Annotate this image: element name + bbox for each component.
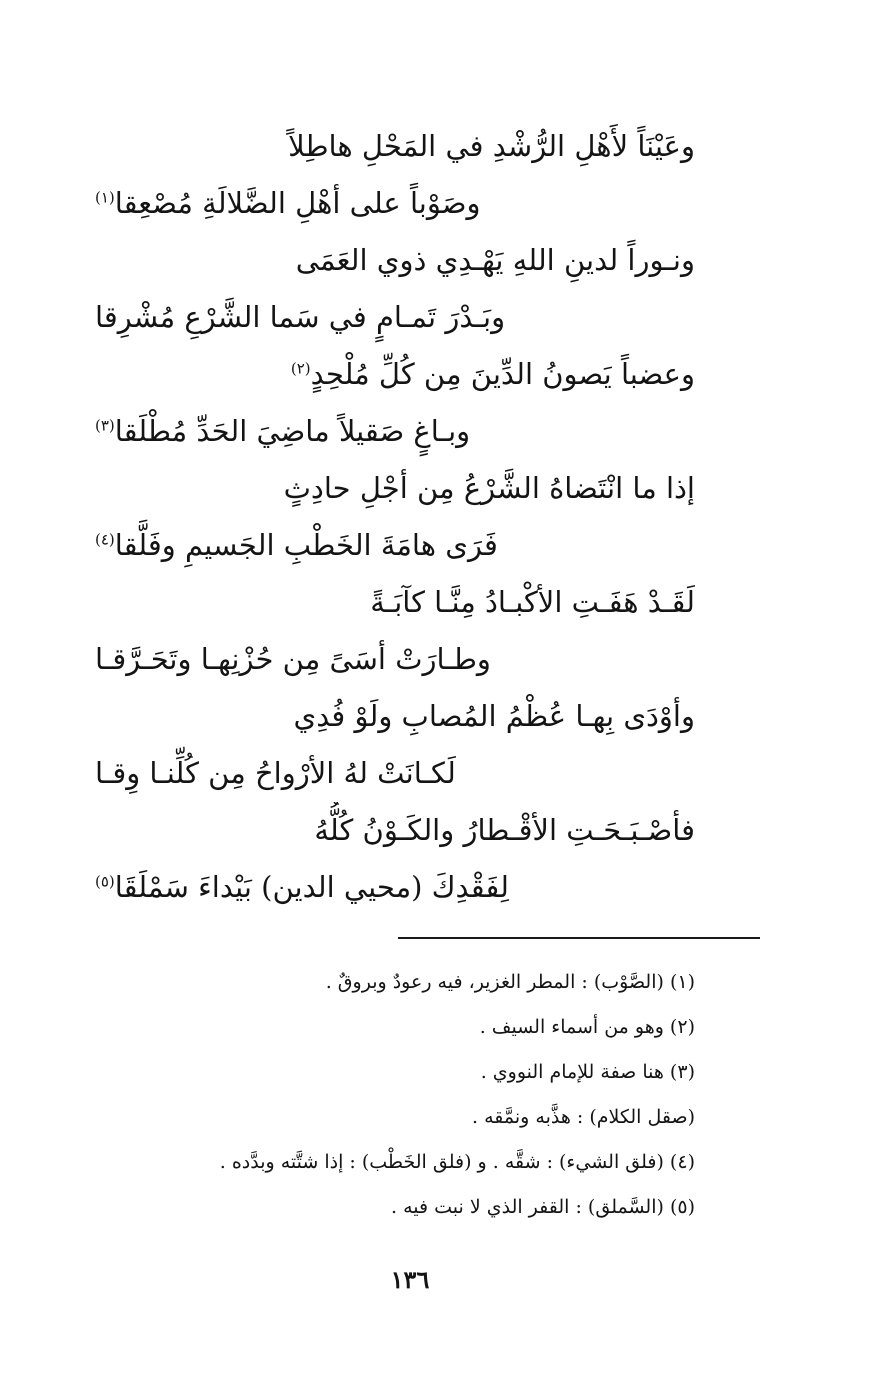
verse-line: إذا ما انْتَضاهُ الشَّرْعُ مِن أجْلِ حادِثٍ — [283, 471, 695, 505]
verse-line: لَقَـدْ هَفَـتِ الأكْبـادُ مِنَّـا كآبَـةً — [370, 585, 695, 619]
footnote-separator — [398, 937, 760, 939]
footnote: (٤) (فلق الشيء) : شقَّه . و (فلق الخَطْب) : إذا شتَّته وبدَّده . — [219, 1151, 695, 1173]
verse-line: وصَوْباً على أهْلِ الضَّلالَةِ مُصْعِقا$^{(١)}$ — [95, 186, 481, 220]
footnote: (١) (الصَّوْب) : المطر الغزير، فيه رعودٌ وبروقٌ . — [325, 971, 695, 993]
verse-line: ونـوراً لدينِ اللهِ يَهْـدِي ذوي العَمَى — [295, 243, 695, 277]
verse-line: وأوْدَى بِهـا عُظْمُ المُصابِ ولَوْ فُدِي — [293, 699, 695, 733]
footnote-ref: (٣) — [95, 416, 115, 435]
footnote: (صقل الكلام) : هذَّبه ونمَّقه . — [472, 1106, 695, 1128]
footnote-ref: (١) — [95, 188, 115, 207]
poem — [95, 118, 695, 916]
verse-line: لَكـانَتْ لهُ الأرْواحُ مِن كُلِّنـا وِقـا — [95, 756, 456, 790]
footnote: (٥) (السَّملق) : القفر الذي لا نبت فيه . — [391, 1196, 695, 1218]
footnote-ref: (٤) — [95, 530, 115, 549]
footnote: (٣) هنا صفة للإمام النووي . — [480, 1061, 695, 1083]
verse-line: وعَيْنَاً لأَهْلِ الرُّشْدِ في المَحْلِ هاطِلاً — [288, 129, 695, 163]
verse-line: وبـاغٍ صَقيلاً ماضِيَ الحَدِّ مُطْلَقا$^{(٣)}$ — [95, 414, 471, 448]
verse-line: لِفَقْدِكَ (محيي الدين) بَيْداءَ سَمْلَقَا$^{(٥)}$ — [95, 870, 509, 904]
verse-line: وعضباً يَصونُ الدِّينَ مِن كُلِّ مُلْحِدٍ$^{(٢)}$ — [290, 357, 695, 391]
verse-line: فأصْـبَـحَـتِ الأقْـطارُ والكَـوْنُ كُلُّهُ — [314, 813, 695, 847]
page-number: ١٣٦ — [390, 1265, 430, 1294]
footnote: (٢) وهو من أسماء السيف . — [479, 1016, 695, 1038]
footnote-ref: (٢) — [290, 359, 311, 378]
footnote-ref: (٥) — [95, 872, 115, 891]
verse-line: وطـارَتْ أسَىً مِن حُزْنِهـا وتَحَـرَّقـا — [95, 642, 491, 676]
verse-line: وبَـدْرَ تَمـامٍ في سَما الشَّرْعِ مُشْرِقا — [95, 300, 506, 334]
verse-line: فَرَى هامَةَ الخَطْبِ الجَسيمِ وفَلَّقا$^{(٤)}$ — [95, 528, 498, 562]
footnotes — [150, 960, 695, 1230]
